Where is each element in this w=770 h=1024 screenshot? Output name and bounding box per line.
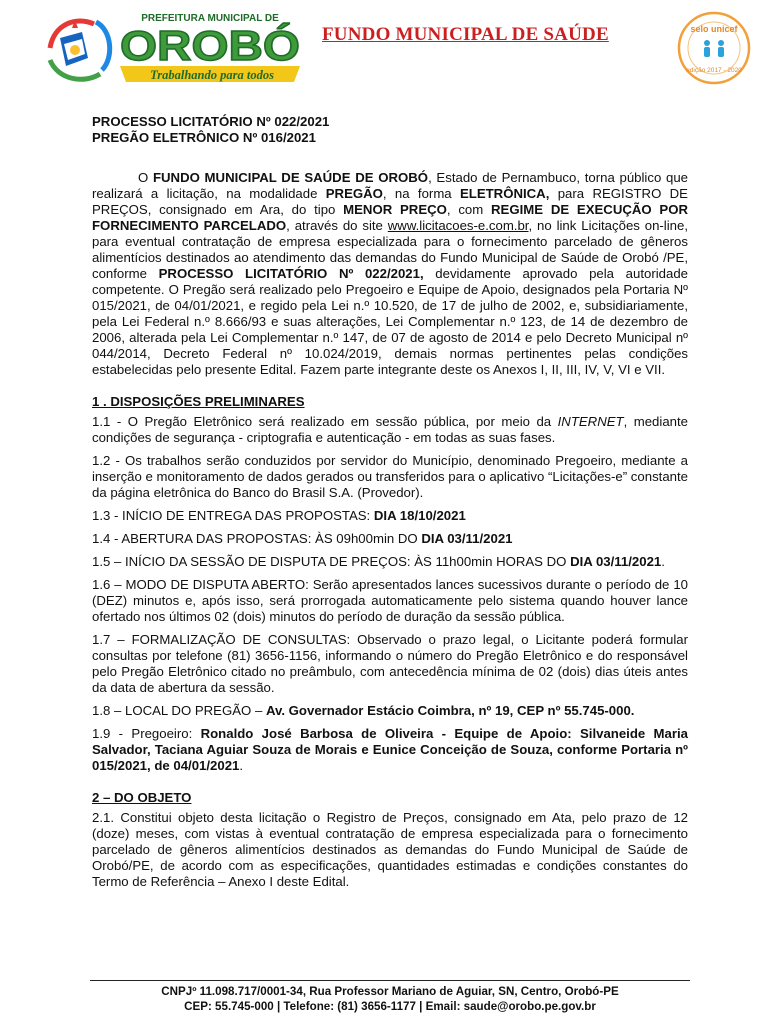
page-footer bbox=[90, 980, 690, 1014]
section-1-title: 1 . DISPOSIÇÕES PRELIMINARES bbox=[92, 394, 305, 409]
item-1-5: 1.5 – INÍCIO DA SESSÃO DE DISPUTA DE PREÇOS: ÀS 11h00min HORAS DO DIA 03/11/2021. bbox=[92, 554, 665, 569]
unicef-seal bbox=[676, 10, 752, 86]
logo-top-text: PREFEITURA MUNICIPAL DE bbox=[141, 13, 279, 24]
footer-contact: CEP: 55.745-000 | Telefone: (81) 3656-1177 | Email: saude@orobo.pe.gov.br bbox=[184, 1000, 596, 1013]
item-1-1: 1.1 - O Pregão Eletrônico será realizado em sessão pública, por meio da INTERNET, mediante condições de segurança - criptografia e autenticação - em todas as suas fases. bbox=[92, 414, 688, 445]
item-1-4: 1.4 - ABERTURA DAS PROPOSTAS: ÀS 09h00min DO DIA 03/11/2021 bbox=[92, 531, 513, 546]
pregao-number: PREGÃO ELETRÔNICO Nº 016/2021 bbox=[92, 130, 316, 145]
licitacoes-link[interactable]: www.licitacoes-e.com.br bbox=[387, 218, 529, 233]
logo-slogan: Trabalhando para todos bbox=[150, 68, 274, 82]
item-1-6: 1.6 – MODO DE DISPUTA ABERTO: Serão apresentados lances sucessivos durante o período de 10 (DEZ) minutos e, após isso, será prorrogada automaticamente pelo sistema quando houver lance ofertado nos últimos 02 (dois) minutos do período de duração da sessão pública. bbox=[92, 577, 688, 624]
municipal-emblem bbox=[50, 20, 110, 79]
section-2-title: 2 – DO OBJETO bbox=[92, 790, 192, 805]
item-1-9: 1.9 - Pregoeiro: Ronaldo José Barbosa de Oliveira - Equipe de Apoio: Silvaneide Maria Salvador, Taciana Aguiar Souza de Morais e Eunice Conceição de Souza, conforme Portaria nº 015/2021, de 04/01/2021. bbox=[92, 726, 689, 773]
seal-bottom-text: edição 2017 - 2020 bbox=[686, 67, 742, 74]
item-1-8: 1.8 – LOCAL DO PREGÃO – Av. Governador Estácio Coimbra, nº 19, CEP nº 55.745-000. bbox=[92, 703, 635, 718]
page-header bbox=[0, 0, 770, 90]
seal-top-text: selo unicef bbox=[690, 24, 738, 34]
item-1-7: 1.7 – FORMALIZAÇÃO DE CONSULTAS: Observado o prazo legal, o Licitante poderá formular consultas por telefone (81) 3656-1156, informando o número do Pregão Eletrônico e do responsável pelo Pregão Eletrônico citado no preâmbulo, com antecedência mínima de 02 (dois) dias úteis antes da data de abertura da sessão. bbox=[92, 632, 688, 695]
logo-name: OROBÓ bbox=[120, 22, 279, 69]
prefeitura-orobo-logo bbox=[42, 8, 304, 86]
process-number: PROCESSO LICITATÓRIO Nº 022/2021 bbox=[92, 114, 330, 129]
intro-paragraph: O FUNDO MUNICIPAL DE SAÚDE DE OROBÓ, Estado de Pernambuco, torna público que realizará a licitação, na modalidade PREGÃO, na forma ELETRÔNICA, para REGISTRO DE PREÇOS, consignado em Ara, do tipo MENOR PREÇO, com REGIME DE EXECUÇÃO POR FORNECIMENTO PARCELADO, através do site www.licitacoes-e.com.br, no link Licitações on-line, para eventual contratação de empresa especializada para o fornecimento parcelado de gêneros alimentícios destinados ao atendimento das demandas do Fundo Municipal de Saúde de Orobó /PE, conforme PROCESSO LICITATÓRIO Nº 022/2021, devidamente aprovado pela autoridade competente. O Pregão será realizado pelo Pregoeiro e Equipe de Apoio, designados pela Portaria Nº 015/2021, de 04/01/2021, e regido pela Lei n.º 10.520, de 17 de julho de 2002, e, subsidiariamente, pela Lei Federal n.º 8.666/93 e suas alterações, Lei Complementar n.º 123, de 14 de dezembro de 2006, alterada pela Lei Complementar n.º 147, de 07 de agosto de 2014 e pelo Decreto Municipal nº 044/2014, Decreto Federal nº 10.024/2019, demais normas pertinentes pelas condições estabelecidas pelo presente Edital. Fazem parte integrante deste os Anexos I, II, III, IV, V, VI e VII. bbox=[92, 170, 689, 377]
document-body bbox=[92, 114, 688, 890]
document-title: FUNDO MUNICIPAL DE SAÚDE bbox=[322, 24, 609, 45]
item-1-3: 1.3 - INÍCIO DE ENTREGA DAS PROPOSTAS: DIA 18/10/2021 bbox=[92, 508, 466, 523]
item-1-2: 1.2 - Os trabalhos serão conduzidos por servidor do Município, denominado Pregoeiro, mediante a inserção e monitoramento de dados gerados ou transferidos para o aplicativo “Licitações-e” constante da página eletrônica do Banco do Brasil S.A. (Provedor). bbox=[92, 453, 688, 500]
item-2-1: 2.1. Constitui objeto desta licitação o Registro de Preços, consignado em Ata, pelo prazo de 12 (doze) meses, com vistas à eventual contratação de empresa especializada para o fornecimento parcelado de gêneros alimentícios destinados as demandas do Fundo Municipal de Saúde de Orobó/PE, de acordo com as especificações, quantidades estimadas e condições constantes do Termo de Referência – Anexo I deste Edital. bbox=[92, 810, 688, 889]
footer-address: CNPJº 11.098.717/0001-34, Rua Professor Mariano de Aguiar, SN, Centro, Orobó-PE bbox=[161, 985, 619, 998]
